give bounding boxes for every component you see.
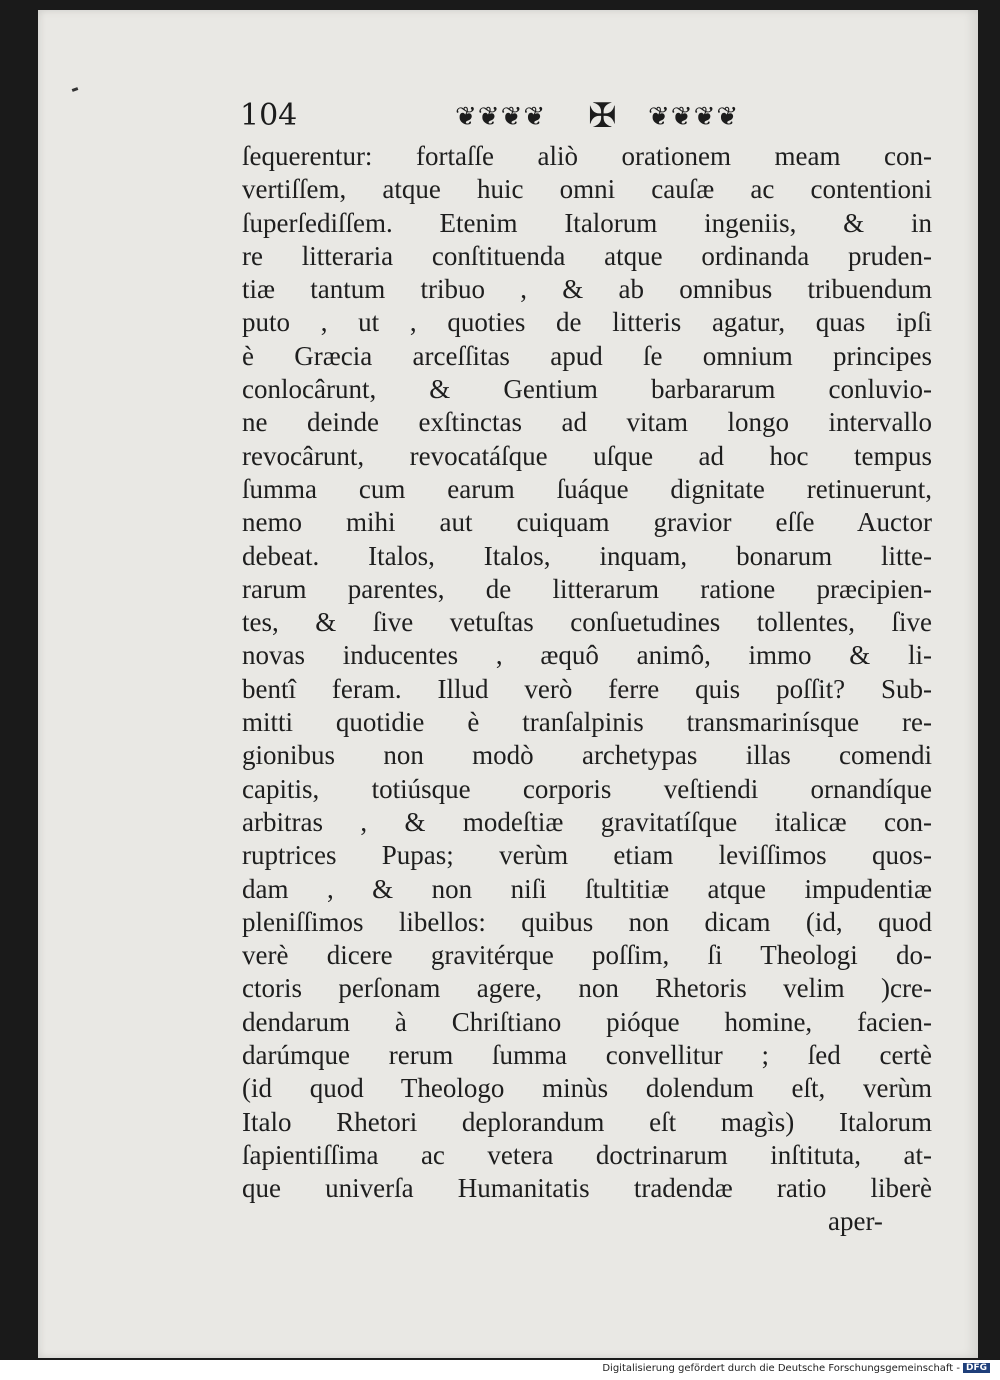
text-line: rarum parentes, de litterarum ratione præcipien- <box>242 573 932 604</box>
text-line: ſumma cum earum ſuáque dignitate retinuerunt, <box>242 473 932 504</box>
text-line: puto , ut , quoties de litteris agatur, quas ipſi <box>242 307 932 338</box>
body-text <box>242 140 932 1206</box>
catchword: aper- <box>828 1206 883 1236</box>
text-line: Italo Rhetori deplorandum eſt magìs) Italorum <box>242 1106 932 1137</box>
text-line: pleniſſimos libellos: quibus non dicam (id, quod <box>242 906 932 937</box>
page-number: 104 <box>240 98 298 133</box>
text-line: capitis, totiúsque corporis veſtiendi ornandíque <box>242 773 932 804</box>
text-line: que univerſa Humanitatis tradendæ ratio liberè <box>242 1173 932 1204</box>
text-line: ſapientiſſima ac vetera doctrinarum inſtituta, at- <box>242 1139 932 1170</box>
text-line: dendarum à Chriſtiano pióque homine, facien- <box>242 1006 932 1037</box>
running-header <box>240 92 940 142</box>
text-line: darúmque rerum ſumma convellitur ; ſed certè <box>242 1040 932 1071</box>
text-line: dam , & non niſi ſtultitiæ atque impudentiæ <box>242 873 932 904</box>
text-line: conlocârunt, & Gentium barbararum conluvio- <box>242 374 932 405</box>
text-line: arbitras , & modeſtiæ gravitatíſque italicæ con- <box>242 806 932 837</box>
text-line: nemo mihi aut cuiquam gravior eſſe Auctor <box>242 507 932 538</box>
text-line: re litteraria conſtituenda atque ordinanda pruden- <box>242 240 932 271</box>
text-line: ctoris perſonam agere, non Rhetoris velim )cre- <box>242 973 932 1004</box>
text-line: revocârunt, revocatáſque uſque ad hoc tempus <box>242 440 932 471</box>
text-line: debeat. Italos, Italos, inquam, bonarum litte- <box>242 540 932 571</box>
dfg-logo-icon: DFG <box>963 1363 990 1373</box>
text-line: tes, & ſive vetuſtas conſuetudines tollentes, ſive <box>242 607 932 638</box>
cross-ornament-icon: ✠ <box>588 96 617 136</box>
text-line: ruptrices Pupas; verùm etiam leviſſimos quos- <box>242 840 932 871</box>
text-line: tiæ tantum tribuo , & ab omnibus tribuendum <box>242 274 932 305</box>
credit-text: Digitalisierung gefördert durch die Deutsche Forschungsgemeinschaft - <box>602 1363 960 1374</box>
ornament-left-icon: ❦❦❦❦ <box>455 102 547 132</box>
text-line: gionibus non modò archetypas illas comendi <box>242 740 932 771</box>
text-line: è Græcia arceſſitas apud ſe omnium principes <box>242 340 932 371</box>
text-line: ne deinde exſtinctas ad vitam longo intervallo <box>242 407 932 438</box>
text-line: verè dicere gravitérque poſſim, ſi Theologi do- <box>242 940 932 971</box>
text-line: bentî feram. Illud verò ferre quis poſſit? Sub- <box>242 673 932 704</box>
digitization-credit <box>602 1363 990 1374</box>
text-line: mitti quotidie è tranſalpinis transmarinísque re- <box>242 707 932 738</box>
text-line: novas inducentes , æquô animô, immo & li- <box>242 640 932 671</box>
text-line: (id quod Theologo minùs dolendum eſt, verùm <box>242 1073 932 1104</box>
text-line: vertiſſem, atque huic omni cauſæ ac contentioni <box>242 174 932 205</box>
text-line: ſequerentur: fortaſſe aliò orationem meam con- <box>242 141 932 171</box>
ornament-right-icon: ❦❦❦❦ <box>648 102 740 132</box>
text-line: ſuperſediſſem. Etenim Italorum ingeniis, & in <box>242 207 932 238</box>
